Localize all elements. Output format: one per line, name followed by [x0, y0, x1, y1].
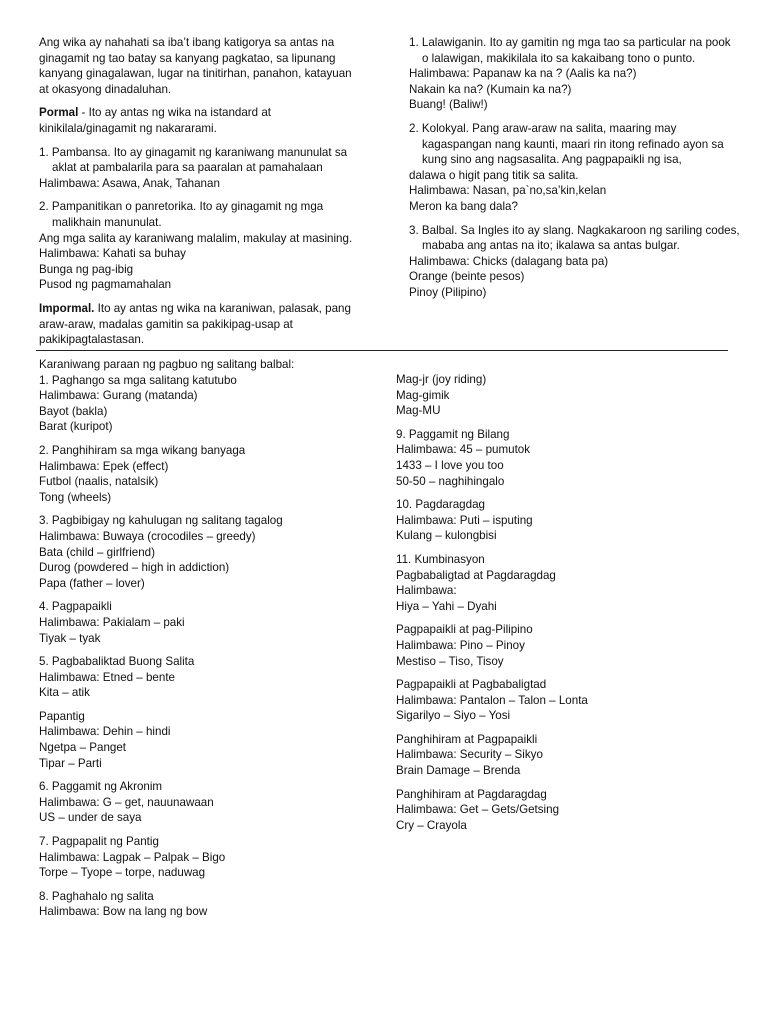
bottom-left-block-line: Halimbawa: Etned – bente	[39, 670, 175, 684]
kolokyal-cont-3: dalawa o higit pang titik sa salita.	[409, 168, 579, 182]
bottom-left-block-title: 2. Panghihiram sa mga wikang banyaga	[39, 443, 246, 457]
bottom-right-block-title: Panghihiram at Pagdaragdag	[396, 787, 547, 801]
bottom-right-block-title: Panghihiram at Pagpapaikli	[396, 732, 538, 746]
kolokyal-cont-2: kung sino ang nagsasalita. Ang pagpapaikli ng isa,	[422, 153, 682, 167]
bottom-left-block-line: Tiyak – tyak	[39, 631, 101, 645]
pormal-text: - Ito ay antas ng wika na istandard at kinikilala/ginagamit ng nakararami.	[39, 106, 272, 135]
kolokyal-title: 2. Kolokyal. Pang araw-araw na salita, maaring may	[409, 121, 677, 135]
bottom-right-block-line: Halimbawa:	[396, 584, 457, 598]
section-divider	[36, 350, 728, 351]
pampanitikan-block	[39, 199, 364, 293]
kolokyal-block	[409, 121, 734, 215]
bottom-right-block-title: 11. Kumbinasyon	[396, 552, 485, 566]
impormal-text: Ito ay antas ng wika na karaniwan, palasak, pang araw-araw, madalas gamitin sa pakikipag-usap at pakikipagtalastasan.	[39, 301, 351, 347]
bottom-right-block-line: Mag-gimik	[396, 388, 450, 402]
bottom-right-block-line: Mestiso – Tiso, Tisoy	[396, 654, 504, 668]
bottom-left-block-title: 5. Pagbabaliktad Buong Salita	[39, 655, 195, 669]
pampanitikan-example-3: Pusod ng pagmamahalan	[39, 278, 172, 292]
bottom-left-block	[39, 779, 369, 826]
pampanitikan-example: Halimbawa: Kahati sa buhay	[39, 247, 186, 261]
bottom-left-block-line: Torpe – Tyope – torpe, naduwag	[39, 866, 206, 880]
balbal-example: Halimbawa: Chicks (dalagang bata pa)	[409, 254, 609, 268]
pambansa-example: Halimbawa: Asawa, Anak, Tahanan	[39, 176, 220, 190]
top-right-column	[409, 35, 740, 309]
bottom-right-block	[396, 497, 736, 544]
bottom-left-block-line: Barat (kuripot)	[39, 420, 113, 434]
bottom-left-column	[39, 357, 369, 928]
bottom-right-block	[396, 677, 736, 724]
pormal-label: Pormal	[39, 106, 79, 120]
bottom-right-block	[396, 372, 736, 419]
bottom-right-block-line: Halimbawa: Puti – isputing	[396, 513, 533, 527]
bottom-right-block-line: Sigarilyo – Siyo – Yosi	[396, 709, 511, 723]
bottom-left-block-line: Halimbawa: Bow na lang ng bow	[39, 905, 208, 919]
balbal-title: 3. Balbal. Sa Ingles ito ay slang. Nagkakaroon ng sariling codes,	[409, 223, 740, 237]
bottom-left-block-line: Ngetpa – Panget	[39, 741, 127, 755]
kolokyal-example: Halimbawa: Nasan, pa`no,sa’kin,kelan	[409, 184, 607, 198]
bottom-left-block-line: Halimbawa: G – get, nauunawaan	[39, 795, 214, 809]
pampanitikan-cont: malikhain manunulat.	[52, 215, 162, 229]
bottom-left-block	[39, 373, 369, 435]
bottom-right-block-title: 10. Pagdaragdag	[396, 498, 485, 512]
pormal-paragraph	[39, 105, 364, 136]
bottom-right-block-line: Halimbawa: Get – Gets/Getsing	[396, 803, 560, 817]
bottom-right-block-line: Hiya – Yahi – Dyahi	[396, 599, 497, 613]
bottom-left-block-line: Tipar – Parti	[39, 756, 102, 770]
kolokyal-cont: kagaspangan nang kaunti, maari rin itong refinado ayon sa	[422, 137, 724, 151]
pampanitikan-example-2: Bunga ng pag-ibig	[39, 262, 134, 276]
bottom-left-block	[39, 889, 369, 920]
bottom-right-block	[396, 552, 736, 614]
bottom-right-block-line: Halimbawa: Security – Sikyo	[396, 748, 543, 762]
bottom-left-block-line: Bayot (bakla)	[39, 404, 108, 418]
bottom-right-block	[396, 427, 736, 489]
bottom-right-block-title: Mag-jr (joy riding)	[396, 373, 487, 386]
bottom-right-block-line: Pagbabaligtad at Pagdaragdag	[396, 568, 556, 582]
pambansa-cont: aklat at pambalarila para sa paaralan at pamahalaan	[52, 161, 323, 175]
bottom-right-block-line: Halimbawa: Pino – Pinoy	[396, 638, 525, 652]
bottom-left-block	[39, 513, 369, 591]
bottom-left-block-title: 3. Pagbibigay ng kahulugan ng salitang tagalog	[39, 514, 283, 528]
bottom-right-block-title: Pagpapaikli at Pagbabaligtad	[396, 678, 547, 692]
pambansa-block	[39, 145, 364, 192]
bottom-left-block-line: US – under de saya	[39, 811, 142, 825]
pampanitikan-desc: Ang mga salita ay karaniwang malalim, makulay at masining.	[39, 231, 353, 245]
bottom-right-blocks	[396, 372, 736, 833]
pambansa-title: 1. Pambansa. Ito ay ginagamit ng karaniwang manunulat sa	[39, 145, 348, 159]
bottom-left-block-line: Kita – atik	[39, 686, 90, 700]
bottom-left-block-line: Halimbawa: Buwaya (crocodiles – greedy)	[39, 529, 256, 543]
bottom-right-block-line: Cry – Crayola	[396, 818, 467, 832]
bottom-left-block-line: Tong (wheels)	[39, 490, 112, 504]
bottom-left-blocks	[39, 373, 369, 920]
impormal-label: Impormal.	[39, 301, 95, 315]
bottom-left-block-line: Papa (father – lover)	[39, 576, 145, 590]
balbal-cont: mababa ang antas na ito; ikalawa sa antas bulgar.	[422, 239, 680, 253]
bottom-left-block-title: Papantig	[39, 709, 85, 723]
bottom-right-block-line: Halimbawa: Pantalon – Talon – Lonta	[396, 693, 588, 707]
bottom-left-block-title: 6. Paggamit ng Akronim	[39, 780, 163, 794]
lalawiganin-block	[409, 35, 734, 113]
bottom-left-block	[39, 834, 369, 881]
bottom-left-block-title: 1. Paghango sa mga salitang katutubo	[39, 373, 237, 387]
bottom-right-block-line: Brain Damage – Brenda	[396, 764, 521, 778]
bottom-right-block-line: 50-50 – naghihingalo	[396, 474, 505, 488]
lalawiganin-example-3: Buang! (Baliw!)	[409, 98, 488, 112]
bottom-right-block-line: 1433 – I love you too	[396, 458, 504, 472]
bottom-right-block	[396, 787, 736, 834]
bottom-right-block-line: Kulang – kulongbisi	[396, 529, 497, 543]
balbal-methods-heading: Karaniwang paraan ng pagbuo ng salitang balbal:	[39, 358, 295, 371]
bottom-left-block-line: Halimbawa: Dehin – hindi	[39, 725, 171, 739]
bottom-left-block-line: Halimbawa: Lagpak – Palpak – Bigo	[39, 850, 226, 864]
top-left-column	[39, 35, 364, 356]
bottom-right-block-line: Mag-MU	[396, 404, 441, 418]
lalawiganin-title: 1. Lalawiganin. Ito ay gamitin ng mga tao sa particular na pook	[409, 36, 731, 49]
balbal-example-3: Pinoy (Pilipino)	[409, 285, 487, 299]
bottom-right-block-line: Halimbawa: 45 – pumutok	[396, 443, 531, 457]
pampanitikan-title: 2. Pampanitikan o panretorika. Ito ay ginagamit ng mga	[39, 200, 324, 214]
bottom-left-block-title: 4. Pagpapaikli	[39, 600, 112, 614]
bottom-right-block	[396, 732, 736, 779]
bottom-left-block	[39, 599, 369, 646]
intro-text: Ang wika ay nahahati sa iba’t ibang katigorya sa antas na ginagamit ng tao batay sa kanyang pagkatao, sa lipunang kanyang ginagalawan, lugar na tinitirhan, panahon, katayuan at okasyong dinadaluhan.	[39, 36, 352, 96]
bottom-left-block	[39, 443, 369, 505]
bottom-right-column	[396, 372, 736, 841]
bottom-left-block-line: Durog (powdered – high in addiction)	[39, 561, 230, 575]
bottom-left-block-title: 8. Paghahalo ng salita	[39, 889, 154, 903]
kolokyal-example-2: Meron ka bang dala?	[409, 199, 518, 213]
impormal-paragraph	[39, 301, 364, 348]
bottom-left-block-line: Halimbawa: Gurang (matanda)	[39, 389, 198, 403]
bottom-left-block	[39, 709, 369, 771]
balbal-block	[409, 223, 740, 301]
intro-paragraph	[39, 35, 364, 97]
lalawiganin-example: Halimbawa: Papanaw ka na ? (Aalis ka na?)	[409, 67, 637, 81]
bottom-left-block	[39, 654, 369, 701]
bottom-left-block-line: Futbol (naalis, natalsik)	[39, 475, 159, 489]
lalawiganin-example-2: Nakain ka na? (Kumain ka na?)	[409, 82, 572, 96]
bottom-left-block-line: Halimbawa: Pakialam – paki	[39, 615, 185, 629]
bottom-right-block-title: 9. Paggamit ng Bilang	[396, 427, 510, 441]
bottom-left-block-line: Bata (child – girlfriend)	[39, 545, 155, 559]
bottom-right-block-title: Pagpapaikli at pag-Pilipino	[396, 623, 533, 637]
lalawiganin-cont: o lalawigan, makikilala ito sa kakaibang tono o punto.	[422, 51, 696, 65]
bottom-right-block	[396, 622, 736, 669]
bottom-left-block-title: 7. Pagpapalit ng Pantig	[39, 835, 159, 849]
balbal-example-2: Orange (beinte pesos)	[409, 270, 525, 284]
bottom-left-block-line: Halimbawa: Epek (effect)	[39, 459, 169, 473]
